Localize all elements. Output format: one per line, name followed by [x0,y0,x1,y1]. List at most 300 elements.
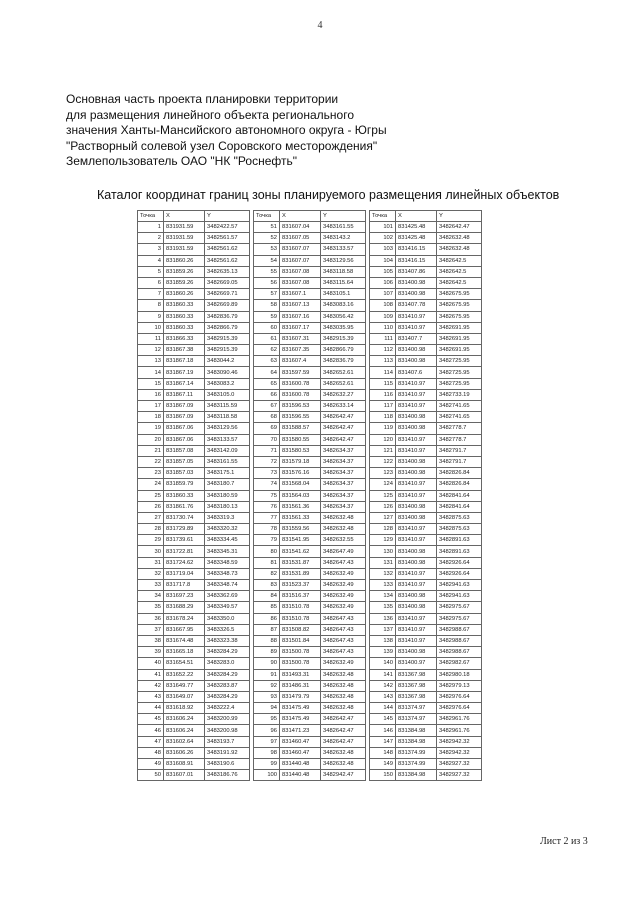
document-header [66,92,586,170]
cell-x: 831607.4 [280,356,321,367]
cell-x: 831440.48 [280,770,321,781]
cell-point: 71 [254,445,280,456]
table-row [138,300,250,311]
cell-point: 101 [370,222,396,233]
cell-point: 110 [370,322,396,333]
cell-x: 831931.59 [164,222,205,233]
table-row [370,333,482,344]
cell-point: 119 [370,423,396,434]
cell-point: 56 [254,277,280,288]
cell-x: 831860.33 [164,490,205,501]
cell-x: 831400.98 [396,647,437,658]
cell-point: 115 [370,378,396,389]
table-row [370,434,482,445]
table-row [254,300,366,311]
table-row [254,512,366,523]
cell-point: 81 [254,557,280,568]
table-row [138,714,250,725]
table-row [138,456,250,467]
table-row [254,255,366,266]
cell-point: 29 [138,535,164,546]
cell-y: 3482633.14 [321,401,366,412]
table-row [138,322,250,333]
cell-point: 42 [138,680,164,691]
cell-point: 20 [138,434,164,445]
cell-x: 831410.97 [396,434,437,445]
cell-x: 831867.11 [164,389,205,400]
table-row [370,490,482,501]
cell-x: 831564.03 [280,490,321,501]
table-row [370,445,482,456]
table-row [138,277,250,288]
cell-x: 831410.97 [396,311,437,322]
table-row [254,613,366,624]
cell-point: 31 [138,557,164,568]
cell-point: 64 [254,367,280,378]
cell-x: 831739.61 [164,535,205,546]
cell-x: 831607.07 [280,244,321,255]
cell-x: 831688.29 [164,602,205,613]
cell-y: 3483056.42 [321,311,366,322]
cell-x: 831607.1 [280,289,321,300]
cell-x: 831860.26 [164,289,205,300]
cell-y: 3482647.43 [321,613,366,624]
table-row [138,546,250,557]
cell-x: 831374.99 [396,747,437,758]
cell-point: 1 [138,222,164,233]
table-row [370,714,482,725]
table-row [254,580,366,591]
cell-point: 23 [138,468,164,479]
cell-x: 831410.97 [396,479,437,490]
table-row [370,759,482,770]
cell-x: 831516.37 [280,591,321,602]
cell-x: 831400.98 [396,456,437,467]
cell-point: 67 [254,401,280,412]
cell-y: 3482632.49 [321,591,366,602]
table-row [370,613,482,624]
cell-y: 3482733.19 [437,389,482,400]
table-row [254,624,366,635]
header-line: значения Ханты-Мансийского автономного округа - Югры [66,123,387,137]
cell-point: 70 [254,434,280,445]
table-row [254,490,366,501]
cell-x: 831602.64 [164,736,205,747]
table-row [138,434,250,445]
cell-y: 3482915.39 [205,345,250,356]
cell-point: 14 [138,367,164,378]
cell-point: 90 [254,658,280,669]
cell-y: 3482725.95 [437,378,482,389]
cell-y: 3483191.92 [205,747,250,758]
table-row [254,412,366,423]
cell-x: 831859.26 [164,266,205,277]
table-row [138,658,250,669]
cell-y: 3483035.95 [321,322,366,333]
table-row [138,445,250,456]
cell-y: 3482669.05 [205,277,250,288]
cell-y: 3482691.95 [437,345,482,356]
cell-y: 3482647.49 [321,546,366,557]
cell-y: 3483090.46 [205,367,250,378]
table-row [370,311,482,322]
cell-y: 3482632.49 [321,602,366,613]
cell-x: 831607.17 [280,322,321,333]
table-row [138,412,250,423]
cell-point: 95 [254,714,280,725]
cell-point: 15 [138,378,164,389]
cell-point: 26 [138,501,164,512]
cell-y: 3482778.7 [437,423,482,434]
table-row [370,345,482,356]
cell-y: 3483283.87 [205,680,250,691]
cell-x: 831561.36 [280,501,321,512]
table-row [254,401,366,412]
cell-x: 831860.33 [164,311,205,322]
column-header-y: Y [321,211,366,222]
table-row [370,244,482,255]
cell-x: 831861.76 [164,501,205,512]
cell-x: 831400.98 [396,289,437,300]
table-row [370,479,482,490]
cell-point: 100 [254,770,280,781]
cell-point: 82 [254,568,280,579]
cell-x: 831479.79 [280,691,321,702]
cell-point: 54 [254,255,280,266]
cell-y: 3482642.47 [321,423,366,434]
cell-x: 831374.97 [396,714,437,725]
cell-point: 145 [370,714,396,725]
table-row [370,456,482,467]
cell-x: 831678.24 [164,613,205,624]
cell-point: 24 [138,479,164,490]
cell-x: 831374.99 [396,759,437,770]
table-row [370,412,482,423]
cell-x: 831407.78 [396,300,437,311]
cell-point: 74 [254,479,280,490]
table-row [138,669,250,680]
table-row [370,703,482,714]
cell-y: 3482635.13 [205,266,250,277]
table-row [370,277,482,288]
cell-x: 831460.47 [280,747,321,758]
table-row [138,535,250,546]
table-row [254,501,366,512]
cell-x: 831729.89 [164,524,205,535]
cell-y: 3482632.48 [437,244,482,255]
cell-point: 66 [254,389,280,400]
table-row [254,389,366,400]
cell-point: 143 [370,691,396,702]
cell-point: 96 [254,725,280,736]
cell-y: 3482979.13 [437,680,482,691]
cell-x: 831607.35 [280,345,321,356]
cell-point: 51 [254,222,280,233]
table-row [138,613,250,624]
cell-point: 94 [254,703,280,714]
cell-y: 3482632.49 [321,658,366,669]
table-row [254,434,366,445]
cell-y: 3483200.98 [205,725,250,736]
cell-y: 3482926.64 [437,557,482,568]
table-row [370,546,482,557]
cell-y: 3482841.64 [437,490,482,501]
cell-x: 831374.97 [396,703,437,714]
cell-point: 138 [370,635,396,646]
cell-point: 126 [370,501,396,512]
table-row [370,624,482,635]
column-header-point: Точка [370,211,396,222]
cell-y: 3483105.1 [321,289,366,300]
column-header-x: X [164,211,205,222]
cell-point: 132 [370,568,396,579]
cell-point: 102 [370,233,396,244]
cell-point: 125 [370,490,396,501]
cell-x: 831607.08 [280,277,321,288]
cell-x: 831665.18 [164,647,205,658]
cell-x: 831410.97 [396,624,437,635]
cell-y: 3483349.57 [205,602,250,613]
cell-y: 3482652.61 [321,378,366,389]
cell-point: 50 [138,770,164,781]
cell-point: 92 [254,680,280,691]
cell-y: 3483362.69 [205,591,250,602]
cell-y: 3483180.7 [205,479,250,490]
cell-x: 831600.78 [280,378,321,389]
table-row [138,647,250,658]
table-row [254,356,366,367]
cell-y: 3482634.37 [321,490,366,501]
cell-y: 3483334.45 [205,535,250,546]
cell-point: 123 [370,468,396,479]
table-row [138,580,250,591]
cell-x: 831588.57 [280,423,321,434]
table-row [254,468,366,479]
cell-x: 831384.98 [396,736,437,747]
cell-point: 36 [138,613,164,624]
cell-y: 3483105.0 [205,389,250,400]
cell-point: 83 [254,580,280,591]
cell-x: 831722.81 [164,546,205,557]
cell-y: 3482691.95 [437,333,482,344]
cell-point: 13 [138,356,164,367]
cell-y: 3482647.43 [321,624,366,635]
cell-point: 43 [138,691,164,702]
table-row [254,222,366,233]
table-row [370,568,482,579]
page-number: 4 [317,20,323,31]
table-row [138,602,250,613]
cell-point: 55 [254,266,280,277]
cell-point: 10 [138,322,164,333]
cell-x: 831400.98 [396,356,437,367]
cell-point: 122 [370,456,396,467]
cell-x: 831860.26 [164,255,205,266]
table-row [254,456,366,467]
cell-point: 62 [254,345,280,356]
table-row [138,725,250,736]
cell-point: 84 [254,591,280,602]
cell-y: 3483133.57 [321,244,366,255]
cell-y: 3482647.43 [321,557,366,568]
cell-x: 831867.14 [164,378,205,389]
cell-point: 109 [370,311,396,322]
table-row [254,233,366,244]
table-row [370,501,482,512]
cell-y: 3482866.79 [205,322,250,333]
cell-point: 127 [370,512,396,523]
cell-x: 831510.78 [280,613,321,624]
cell-y: 3483115.59 [205,401,250,412]
table-row [254,669,366,680]
cell-y: 3483142.09 [205,445,250,456]
cell-x: 831510.78 [280,602,321,613]
cell-point: 11 [138,333,164,344]
sheet-counter: Лист 2 из 3 [540,836,588,847]
table-row [370,591,482,602]
cell-x: 831384.98 [396,725,437,736]
cell-point: 97 [254,736,280,747]
table-row [138,770,250,781]
cell-y: 3483133.57 [205,434,250,445]
table-row [138,367,250,378]
cell-y: 3482976.64 [437,691,482,702]
cell-x: 831475.49 [280,703,321,714]
cell-y: 3482634.37 [321,479,366,490]
cell-x: 831407.7 [396,333,437,344]
cell-y: 3482975.67 [437,602,482,613]
cell-x: 831523.37 [280,580,321,591]
cell-y: 3482632.48 [321,524,366,535]
cell-x: 831367.98 [396,691,437,702]
cell-x: 831607.04 [280,222,321,233]
cell-y: 3482891.63 [437,546,482,557]
cell-y: 3483323.38 [205,635,250,646]
table-row [370,770,482,781]
cell-x: 831425.48 [396,222,437,233]
cell-x: 831559.56 [280,524,321,535]
cell-point: 120 [370,434,396,445]
cell-y: 3483180.13 [205,501,250,512]
cell-x: 831400.98 [396,602,437,613]
cell-y: 3482875.63 [437,524,482,535]
cell-x: 831717.8 [164,580,205,591]
cell-x: 831410.97 [396,490,437,501]
cell-y: 3483319.3 [205,512,250,523]
cell-x: 831618.92 [164,703,205,714]
cell-point: 48 [138,747,164,758]
cell-x: 831606.24 [164,714,205,725]
cell-y: 3482866.79 [321,345,366,356]
table-row [254,736,366,747]
cell-point: 12 [138,345,164,356]
table-row [138,635,250,646]
cell-x: 831410.97 [396,378,437,389]
table-row [254,311,366,322]
cell-y: 3482725.95 [437,356,482,367]
column-header-point: Точка [254,211,280,222]
cell-y: 3483143.2 [321,233,366,244]
table-row [254,445,366,456]
cell-x: 831541.62 [280,546,321,557]
table-row [254,266,366,277]
cell-y: 3482725.95 [437,367,482,378]
cell-y: 3482836.79 [205,311,250,322]
table-row [254,479,366,490]
cell-y: 3482826.84 [437,468,482,479]
cell-point: 47 [138,736,164,747]
table-row [254,602,366,613]
cell-point: 99 [254,759,280,770]
cell-x: 831501.84 [280,635,321,646]
table-row [138,703,250,714]
cell-point: 137 [370,624,396,635]
cell-point: 111 [370,333,396,344]
cell-x: 831596.53 [280,401,321,412]
cell-y: 3483350.0 [205,613,250,624]
cell-x: 831654.51 [164,658,205,669]
cell-x: 831367.98 [396,669,437,680]
cell-point: 4 [138,255,164,266]
cell-y: 3482642.47 [321,412,366,423]
cell-y: 3483083.16 [321,300,366,311]
table-row [370,401,482,412]
cell-x: 831667.95 [164,624,205,635]
cell-y: 3482642.5 [437,266,482,277]
cell-y: 3482927.32 [437,759,482,770]
table-row [138,468,250,479]
cell-y: 3482634.37 [321,468,366,479]
table-row [254,725,366,736]
cell-point: 73 [254,468,280,479]
table-row [254,277,366,288]
cell-y: 3482836.79 [321,356,366,367]
cell-x: 831541.95 [280,535,321,546]
table-row [138,401,250,412]
table-row [138,624,250,635]
cell-x: 831407.86 [396,266,437,277]
cell-point: 134 [370,591,396,602]
table-row [254,535,366,546]
table-row [138,289,250,300]
table-row [138,747,250,758]
cell-y: 3483190.6 [205,759,250,770]
table-row [254,546,366,557]
cell-x: 831606.24 [164,725,205,736]
cell-x: 831407.6 [396,367,437,378]
cell-y: 3483180.59 [205,490,250,501]
table-row [254,591,366,602]
table-row [138,490,250,501]
table-row [138,680,250,691]
cell-x: 831866.33 [164,333,205,344]
cell-x: 831608.91 [164,759,205,770]
cell-point: 148 [370,747,396,758]
table-row [254,703,366,714]
cell-y: 3482642.47 [321,714,366,725]
cell-x: 831730.74 [164,512,205,523]
cell-point: 68 [254,412,280,423]
cell-y: 3482841.64 [437,501,482,512]
cell-x: 831400.98 [396,557,437,568]
cell-x: 831607.16 [280,311,321,322]
cell-point: 89 [254,647,280,658]
cell-point: 121 [370,445,396,456]
cell-x: 831674.48 [164,635,205,646]
cell-y: 3482642.47 [437,222,482,233]
table-row [254,747,366,758]
cell-point: 61 [254,333,280,344]
